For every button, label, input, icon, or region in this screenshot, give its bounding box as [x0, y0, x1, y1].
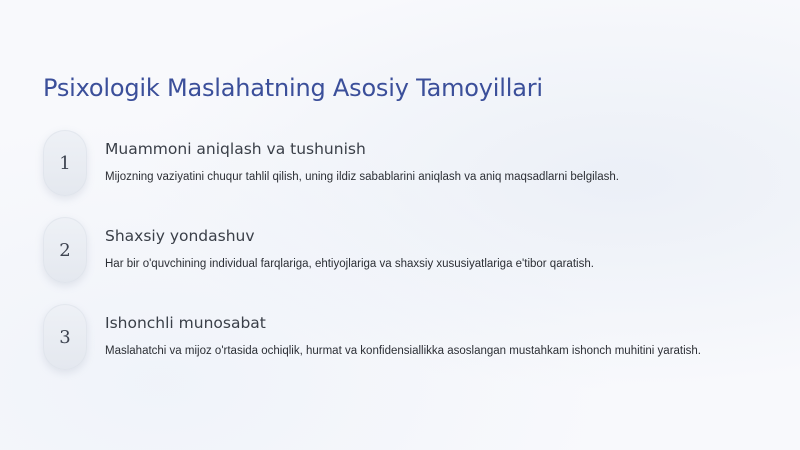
item-title: Ishonchli munosabat — [105, 314, 266, 332]
item-description: Har bir o'quvchining individual farqlariga, ehtiyojlariga va shaxsiy xususiyatlariga e'tibor qaratish. — [105, 258, 594, 270]
number-badge-1 — [43, 130, 87, 196]
principle-item-2 — [43, 217, 763, 295]
item-number: 3 — [59, 326, 71, 348]
number-badge-2 — [43, 217, 87, 283]
item-description: Maslahatchi va mijoz o'rtasida ochiqlik, hurmat va konfidensiallikka asoslangan mustahkam ishonch muhitini yaratish. — [105, 345, 702, 357]
slide-title: Psixologik Maslahatning Asosiy Tamoyillari — [43, 74, 543, 102]
item-description: Mijozning vaziyatini chuqur tahlil qilish, uning ildiz sabablarini aniqlash va aniq maqsadlarni belgilash. — [105, 171, 619, 183]
item-title: Muammoni aniqlash va tushunish — [105, 140, 366, 158]
item-number: 2 — [59, 239, 71, 261]
item-number: 1 — [59, 152, 71, 174]
principle-item-1 — [43, 130, 763, 208]
principle-item-3 — [43, 304, 763, 382]
item-title: Shaxsiy yondashuv — [105, 227, 255, 245]
number-badge-3 — [43, 304, 87, 370]
